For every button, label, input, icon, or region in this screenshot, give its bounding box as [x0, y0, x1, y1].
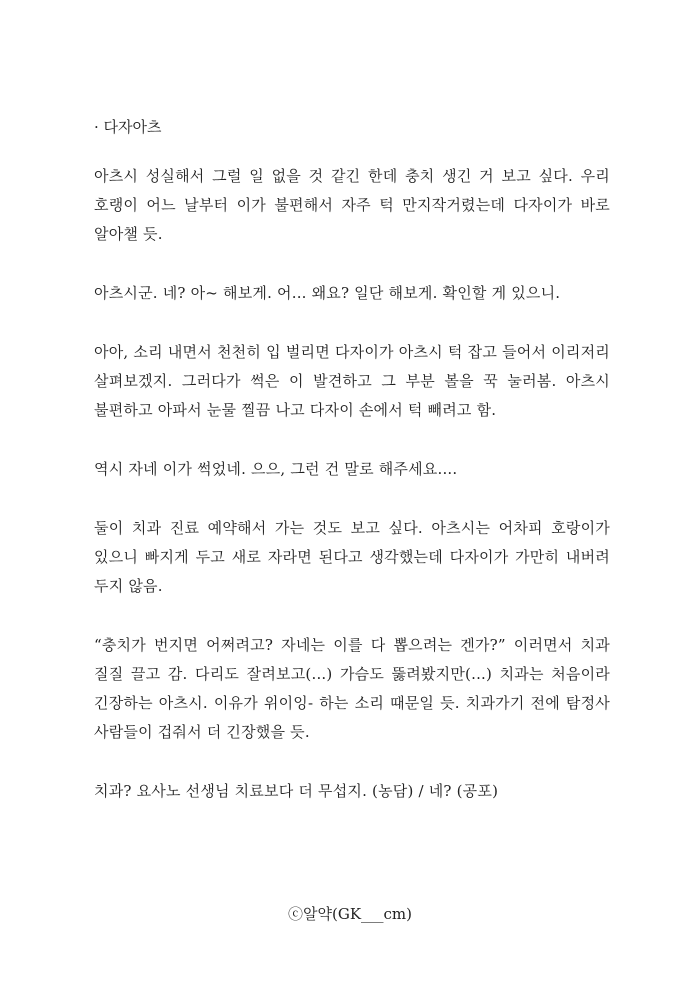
document-body: [94, 112, 610, 836]
paragraph-5: 둘이 치과 진료 예약해서 가는 것도 보고 싶다. 아츠시는 어차피 호랑이가 있으니 빠지게 두고 새로 자라면 된다고 생각했는데 다자이가 가만히 내버려 두지 않음.: [94, 519, 610, 595]
paragraph-1: 아츠시 성실해서 그럴 일 없을 것 같긴 한데 충치 생긴 거 보고 싶다. 우리 호랭이 어느 날부터 이가 불편해서 자주 턱 만지작거렸는데 다자이가 바로 알아챌 듯.: [94, 167, 610, 243]
paragraph-3: 아아, 소리 내면서 천천히 입 벌리면 다자이가 아츠시 턱 잡고 들어서 이리저리 살펴보겠지. 그러다가 썩은 이 발견하고 그 부분 볼을 꾹 눌러봄. 아츠시 불편하고 아파서 눈물 찔끔 나고 다자이 손에서 턱 빼려고 함.: [94, 343, 610, 419]
paragraph-4: 역시 자네 이가 썩었네. 으으, 그런 건 말로 해주세요....: [94, 460, 458, 478]
paragraph-6: “충치가 번지면 어쩌려고? 자네는 이를 다 뽑으려는 겐가?” 이러면서 치과 질질 끌고 감. 다리도 잘려보고(...) 가슴도 뚫려봤지만(...) 치과는 처음이라 긴장하는 아츠시. 이유가 위이잉- 하는 소리 때문일 듯. 치과가기 전에 탐정사 사람들이 겁줘서 더 긴장했을 듯.: [94, 636, 610, 741]
paragraph-2: 아츠시군. 네? 아~ 해보게. 어... 왜요? 일단 해보게. 확인할 게 있으니.: [94, 284, 561, 302]
paragraph-7: 치과? 요사노 선생님 치료보다 더 무섭지. (농담) / 네? (공포): [94, 782, 499, 800]
copyright-footer: ⓒ알약(GK___cm): [288, 905, 412, 923]
document-title: · 다자아츠: [94, 118, 162, 136]
